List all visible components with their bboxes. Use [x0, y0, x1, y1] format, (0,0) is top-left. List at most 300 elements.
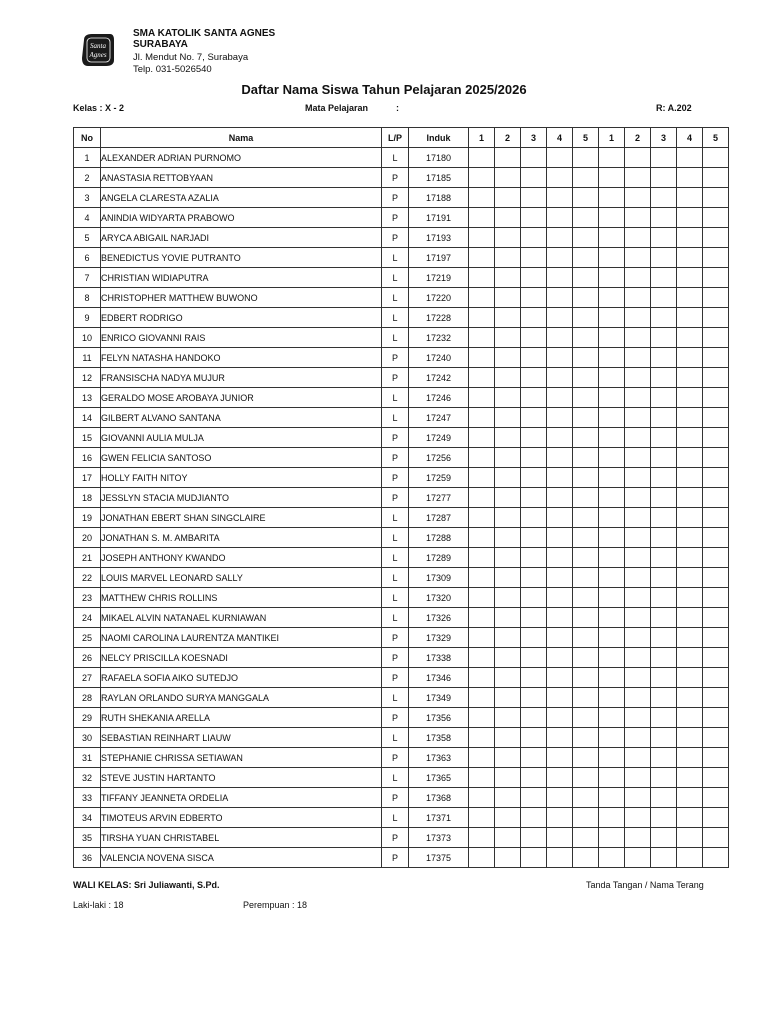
score-cell[interactable]	[677, 488, 703, 508]
score-cell[interactable]	[599, 368, 625, 388]
score-cell[interactable]	[677, 628, 703, 648]
score-cell[interactable]	[547, 548, 573, 568]
score-cell[interactable]	[625, 208, 651, 228]
score-cell[interactable]	[469, 448, 495, 468]
score-cell[interactable]	[599, 588, 625, 608]
score-cell[interactable]	[599, 348, 625, 368]
score-cell[interactable]	[469, 308, 495, 328]
score-cell[interactable]	[599, 488, 625, 508]
score-cell[interactable]	[469, 768, 495, 788]
score-cell[interactable]	[599, 608, 625, 628]
score-cell[interactable]	[495, 508, 521, 528]
score-cell[interactable]	[651, 168, 677, 188]
score-cell[interactable]	[573, 788, 599, 808]
score-cell[interactable]	[521, 208, 547, 228]
score-cell[interactable]	[651, 468, 677, 488]
score-cell[interactable]	[469, 808, 495, 828]
score-cell[interactable]	[651, 308, 677, 328]
score-cell[interactable]	[547, 148, 573, 168]
score-cell[interactable]	[625, 308, 651, 328]
score-cell[interactable]	[703, 308, 729, 328]
score-cell[interactable]	[495, 368, 521, 388]
score-cell[interactable]	[599, 688, 625, 708]
score-cell[interactable]	[521, 148, 547, 168]
score-cell[interactable]	[599, 148, 625, 168]
score-cell[interactable]	[573, 808, 599, 828]
score-cell[interactable]	[677, 268, 703, 288]
score-cell[interactable]	[469, 848, 495, 868]
score-cell[interactable]	[625, 608, 651, 628]
score-cell[interactable]	[521, 568, 547, 588]
score-cell[interactable]	[547, 448, 573, 468]
score-cell[interactable]	[521, 608, 547, 628]
score-cell[interactable]	[573, 568, 599, 588]
score-cell[interactable]	[599, 828, 625, 848]
score-cell[interactable]	[495, 648, 521, 668]
score-cell[interactable]	[521, 488, 547, 508]
score-cell[interactable]	[677, 808, 703, 828]
score-cell[interactable]	[521, 448, 547, 468]
score-cell[interactable]	[651, 808, 677, 828]
score-cell[interactable]	[651, 328, 677, 348]
score-cell[interactable]	[677, 208, 703, 228]
score-cell[interactable]	[495, 268, 521, 288]
score-cell[interactable]	[703, 548, 729, 568]
score-cell[interactable]	[573, 588, 599, 608]
score-cell[interactable]	[521, 768, 547, 788]
score-cell[interactable]	[703, 788, 729, 808]
score-cell[interactable]	[547, 248, 573, 268]
score-cell[interactable]	[521, 288, 547, 308]
score-cell[interactable]	[573, 648, 599, 668]
score-cell[interactable]	[599, 188, 625, 208]
score-cell[interactable]	[599, 248, 625, 268]
score-cell[interactable]	[521, 808, 547, 828]
score-cell[interactable]	[547, 488, 573, 508]
score-cell[interactable]	[651, 148, 677, 168]
score-cell[interactable]	[495, 828, 521, 848]
score-cell[interactable]	[573, 268, 599, 288]
score-cell[interactable]	[677, 588, 703, 608]
score-cell[interactable]	[469, 708, 495, 728]
score-cell[interactable]	[703, 588, 729, 608]
score-cell[interactable]	[625, 768, 651, 788]
score-cell[interactable]	[625, 648, 651, 668]
score-cell[interactable]	[599, 268, 625, 288]
score-cell[interactable]	[547, 428, 573, 448]
score-cell[interactable]	[469, 228, 495, 248]
score-cell[interactable]	[521, 728, 547, 748]
score-cell[interactable]	[469, 248, 495, 268]
score-cell[interactable]	[677, 248, 703, 268]
score-cell[interactable]	[625, 848, 651, 868]
score-cell[interactable]	[703, 148, 729, 168]
score-cell[interactable]	[469, 548, 495, 568]
score-cell[interactable]	[599, 768, 625, 788]
score-cell[interactable]	[469, 828, 495, 848]
score-cell[interactable]	[469, 428, 495, 448]
score-cell[interactable]	[651, 428, 677, 448]
score-cell[interactable]	[469, 568, 495, 588]
score-cell[interactable]	[521, 628, 547, 648]
score-cell[interactable]	[547, 628, 573, 648]
score-cell[interactable]	[703, 468, 729, 488]
score-cell[interactable]	[599, 208, 625, 228]
score-cell[interactable]	[625, 268, 651, 288]
score-cell[interactable]	[677, 728, 703, 748]
score-cell[interactable]	[625, 368, 651, 388]
score-cell[interactable]	[495, 688, 521, 708]
score-cell[interactable]	[573, 188, 599, 208]
score-cell[interactable]	[651, 588, 677, 608]
score-cell[interactable]	[703, 628, 729, 648]
score-cell[interactable]	[599, 628, 625, 648]
score-cell[interactable]	[547, 588, 573, 608]
score-cell[interactable]	[703, 708, 729, 728]
score-cell[interactable]	[547, 288, 573, 308]
score-cell[interactable]	[625, 248, 651, 268]
score-cell[interactable]	[469, 668, 495, 688]
score-cell[interactable]	[495, 168, 521, 188]
score-cell[interactable]	[651, 568, 677, 588]
score-cell[interactable]	[547, 768, 573, 788]
score-cell[interactable]	[573, 688, 599, 708]
score-cell[interactable]	[469, 408, 495, 428]
score-cell[interactable]	[677, 528, 703, 548]
score-cell[interactable]	[599, 668, 625, 688]
score-cell[interactable]	[677, 148, 703, 168]
score-cell[interactable]	[547, 388, 573, 408]
score-cell[interactable]	[573, 308, 599, 328]
score-cell[interactable]	[495, 608, 521, 628]
score-cell[interactable]	[703, 808, 729, 828]
score-cell[interactable]	[677, 348, 703, 368]
score-cell[interactable]	[469, 148, 495, 168]
score-cell[interactable]	[651, 828, 677, 848]
score-cell[interactable]	[495, 568, 521, 588]
score-cell[interactable]	[677, 408, 703, 428]
score-cell[interactable]	[547, 688, 573, 708]
score-cell[interactable]	[521, 368, 547, 388]
score-cell[interactable]	[651, 408, 677, 428]
score-cell[interactable]	[547, 368, 573, 388]
score-cell[interactable]	[599, 648, 625, 668]
score-cell[interactable]	[547, 828, 573, 848]
score-cell[interactable]	[599, 808, 625, 828]
score-cell[interactable]	[703, 748, 729, 768]
score-cell[interactable]	[521, 528, 547, 548]
score-cell[interactable]	[677, 508, 703, 528]
score-cell[interactable]	[677, 568, 703, 588]
score-cell[interactable]	[573, 608, 599, 628]
score-cell[interactable]	[703, 428, 729, 448]
score-cell[interactable]	[495, 248, 521, 268]
score-cell[interactable]	[599, 448, 625, 468]
score-cell[interactable]	[521, 428, 547, 448]
score-cell[interactable]	[573, 288, 599, 308]
score-cell[interactable]	[495, 428, 521, 448]
score-cell[interactable]	[703, 268, 729, 288]
score-cell[interactable]	[625, 748, 651, 768]
score-cell[interactable]	[677, 308, 703, 328]
score-cell[interactable]	[599, 528, 625, 548]
score-cell[interactable]	[625, 788, 651, 808]
score-cell[interactable]	[703, 188, 729, 208]
score-cell[interactable]	[573, 768, 599, 788]
score-cell[interactable]	[599, 308, 625, 328]
score-cell[interactable]	[469, 688, 495, 708]
score-cell[interactable]	[573, 828, 599, 848]
score-cell[interactable]	[495, 728, 521, 748]
score-cell[interactable]	[495, 228, 521, 248]
score-cell[interactable]	[495, 808, 521, 828]
score-cell[interactable]	[495, 468, 521, 488]
score-cell[interactable]	[677, 388, 703, 408]
score-cell[interactable]	[651, 728, 677, 748]
score-cell[interactable]	[625, 468, 651, 488]
score-cell[interactable]	[703, 208, 729, 228]
score-cell[interactable]	[521, 588, 547, 608]
score-cell[interactable]	[703, 388, 729, 408]
score-cell[interactable]	[547, 348, 573, 368]
score-cell[interactable]	[625, 488, 651, 508]
score-cell[interactable]	[521, 168, 547, 188]
score-cell[interactable]	[625, 288, 651, 308]
score-cell[interactable]	[573, 548, 599, 568]
score-cell[interactable]	[625, 188, 651, 208]
score-cell[interactable]	[573, 488, 599, 508]
score-cell[interactable]	[599, 848, 625, 868]
score-cell[interactable]	[469, 628, 495, 648]
score-cell[interactable]	[547, 468, 573, 488]
score-cell[interactable]	[495, 148, 521, 168]
score-cell[interactable]	[703, 508, 729, 528]
score-cell[interactable]	[651, 448, 677, 468]
score-cell[interactable]	[547, 328, 573, 348]
score-cell[interactable]	[469, 488, 495, 508]
score-cell[interactable]	[651, 528, 677, 548]
score-cell[interactable]	[703, 248, 729, 268]
score-cell[interactable]	[573, 428, 599, 448]
score-cell[interactable]	[625, 388, 651, 408]
score-cell[interactable]	[651, 708, 677, 728]
score-cell[interactable]	[521, 548, 547, 568]
score-cell[interactable]	[573, 508, 599, 528]
score-cell[interactable]	[651, 668, 677, 688]
score-cell[interactable]	[469, 268, 495, 288]
score-cell[interactable]	[521, 788, 547, 808]
score-cell[interactable]	[625, 428, 651, 448]
score-cell[interactable]	[625, 508, 651, 528]
score-cell[interactable]	[625, 628, 651, 648]
score-cell[interactable]	[625, 728, 651, 748]
score-cell[interactable]	[677, 768, 703, 788]
score-cell[interactable]	[625, 548, 651, 568]
score-cell[interactable]	[521, 848, 547, 868]
score-cell[interactable]	[469, 328, 495, 348]
score-cell[interactable]	[495, 288, 521, 308]
score-cell[interactable]	[547, 528, 573, 548]
score-cell[interactable]	[495, 488, 521, 508]
score-cell[interactable]	[495, 208, 521, 228]
score-cell[interactable]	[599, 288, 625, 308]
score-cell[interactable]	[651, 488, 677, 508]
score-cell[interactable]	[521, 648, 547, 668]
score-cell[interactable]	[469, 748, 495, 768]
score-cell[interactable]	[495, 188, 521, 208]
score-cell[interactable]	[521, 708, 547, 728]
score-cell[interactable]	[521, 228, 547, 248]
score-cell[interactable]	[521, 828, 547, 848]
score-cell[interactable]	[573, 708, 599, 728]
score-cell[interactable]	[573, 148, 599, 168]
score-cell[interactable]	[677, 708, 703, 728]
score-cell[interactable]	[677, 608, 703, 628]
score-cell[interactable]	[703, 688, 729, 708]
score-cell[interactable]	[599, 428, 625, 448]
score-cell[interactable]	[677, 548, 703, 568]
score-cell[interactable]	[599, 388, 625, 408]
score-cell[interactable]	[677, 788, 703, 808]
score-cell[interactable]	[521, 748, 547, 768]
score-cell[interactable]	[703, 608, 729, 628]
score-cell[interactable]	[547, 648, 573, 668]
score-cell[interactable]	[495, 388, 521, 408]
score-cell[interactable]	[677, 828, 703, 848]
score-cell[interactable]	[625, 568, 651, 588]
score-cell[interactable]	[521, 308, 547, 328]
score-cell[interactable]	[521, 688, 547, 708]
score-cell[interactable]	[547, 408, 573, 428]
score-cell[interactable]	[521, 408, 547, 428]
score-cell[interactable]	[703, 568, 729, 588]
score-cell[interactable]	[469, 588, 495, 608]
score-cell[interactable]	[651, 688, 677, 708]
score-cell[interactable]	[677, 448, 703, 468]
score-cell[interactable]	[703, 768, 729, 788]
score-cell[interactable]	[703, 408, 729, 428]
score-cell[interactable]	[651, 848, 677, 868]
score-cell[interactable]	[547, 168, 573, 188]
score-cell[interactable]	[625, 808, 651, 828]
score-cell[interactable]	[703, 848, 729, 868]
score-cell[interactable]	[599, 168, 625, 188]
score-cell[interactable]	[469, 788, 495, 808]
score-cell[interactable]	[703, 168, 729, 188]
score-cell[interactable]	[677, 668, 703, 688]
score-cell[interactable]	[573, 408, 599, 428]
score-cell[interactable]	[547, 608, 573, 628]
score-cell[interactable]	[703, 348, 729, 368]
score-cell[interactable]	[677, 288, 703, 308]
score-cell[interactable]	[677, 748, 703, 768]
score-cell[interactable]	[521, 188, 547, 208]
score-cell[interactable]	[599, 708, 625, 728]
score-cell[interactable]	[547, 708, 573, 728]
score-cell[interactable]	[495, 668, 521, 688]
score-cell[interactable]	[547, 188, 573, 208]
score-cell[interactable]	[703, 728, 729, 748]
score-cell[interactable]	[547, 228, 573, 248]
score-cell[interactable]	[599, 568, 625, 588]
score-cell[interactable]	[573, 248, 599, 268]
score-cell[interactable]	[677, 468, 703, 488]
score-cell[interactable]	[599, 328, 625, 348]
score-cell[interactable]	[651, 388, 677, 408]
score-cell[interactable]	[677, 848, 703, 868]
score-cell[interactable]	[651, 508, 677, 528]
score-cell[interactable]	[677, 368, 703, 388]
score-cell[interactable]	[651, 648, 677, 668]
score-cell[interactable]	[469, 348, 495, 368]
score-cell[interactable]	[469, 388, 495, 408]
score-cell[interactable]	[495, 548, 521, 568]
score-cell[interactable]	[469, 648, 495, 668]
score-cell[interactable]	[703, 368, 729, 388]
score-cell[interactable]	[547, 668, 573, 688]
score-cell[interactable]	[547, 748, 573, 768]
score-cell[interactable]	[521, 268, 547, 288]
score-cell[interactable]	[495, 748, 521, 768]
score-cell[interactable]	[703, 288, 729, 308]
score-cell[interactable]	[469, 288, 495, 308]
score-cell[interactable]	[547, 848, 573, 868]
score-cell[interactable]	[625, 668, 651, 688]
score-cell[interactable]	[547, 268, 573, 288]
score-cell[interactable]	[547, 208, 573, 228]
score-cell[interactable]	[495, 708, 521, 728]
score-cell[interactable]	[599, 508, 625, 528]
score-cell[interactable]	[677, 168, 703, 188]
score-cell[interactable]	[625, 348, 651, 368]
score-cell[interactable]	[495, 588, 521, 608]
score-cell[interactable]	[521, 468, 547, 488]
score-cell[interactable]	[547, 728, 573, 748]
score-cell[interactable]	[495, 308, 521, 328]
score-cell[interactable]	[625, 228, 651, 248]
score-cell[interactable]	[651, 288, 677, 308]
score-cell[interactable]	[651, 608, 677, 628]
score-cell[interactable]	[599, 788, 625, 808]
score-cell[interactable]	[573, 848, 599, 868]
score-cell[interactable]	[521, 328, 547, 348]
score-cell[interactable]	[651, 788, 677, 808]
score-cell[interactable]	[495, 768, 521, 788]
score-cell[interactable]	[573, 628, 599, 648]
score-cell[interactable]	[625, 408, 651, 428]
score-cell[interactable]	[547, 808, 573, 828]
score-cell[interactable]	[599, 748, 625, 768]
score-cell[interactable]	[495, 788, 521, 808]
score-cell[interactable]	[625, 168, 651, 188]
score-cell[interactable]	[469, 728, 495, 748]
score-cell[interactable]	[495, 408, 521, 428]
score-cell[interactable]	[469, 468, 495, 488]
score-cell[interactable]	[573, 368, 599, 388]
score-cell[interactable]	[573, 668, 599, 688]
score-cell[interactable]	[573, 208, 599, 228]
score-cell[interactable]	[703, 448, 729, 468]
score-cell[interactable]	[469, 528, 495, 548]
score-cell[interactable]	[599, 548, 625, 568]
score-cell[interactable]	[677, 428, 703, 448]
score-cell[interactable]	[625, 448, 651, 468]
score-cell[interactable]	[677, 188, 703, 208]
score-cell[interactable]	[495, 328, 521, 348]
score-cell[interactable]	[677, 328, 703, 348]
score-cell[interactable]	[469, 368, 495, 388]
score-cell[interactable]	[599, 408, 625, 428]
